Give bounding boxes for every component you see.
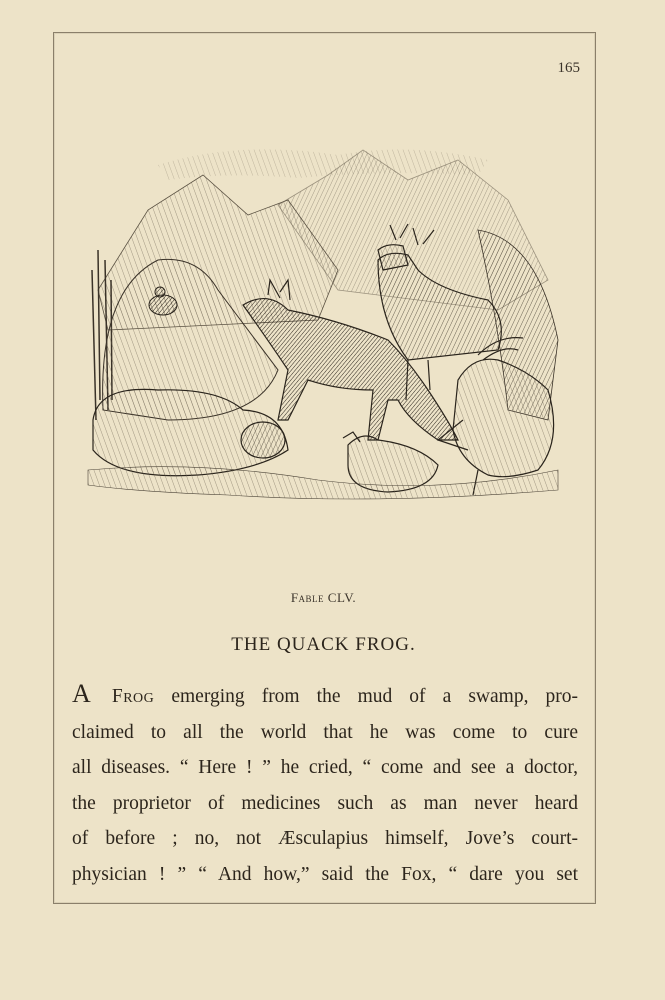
body-line-6: physician ! ” “ And how,” said the Fox, “ dare you set [72,863,578,885]
fable-body [72,676,578,892]
fable-number: Fable CLV. [290,590,357,605]
body-line-2: claimed to all the world that he was come to cure [72,721,578,743]
body-line-1 [72,676,578,715]
engraving-illustration [78,120,568,510]
body-line-5: of before ; no, not Æsculapius himself, Jove’s court- [72,828,578,849]
fable-title: THE QUACK FROG. [231,634,416,655]
page-number: 165 [557,60,580,76]
drop-cap: A [72,679,91,708]
lamb-figure [343,432,438,492]
first-word: Frog [111,686,155,707]
body-line-4: the proprietor of medicines such as man never heard [72,792,578,814]
body-line-1-text: emerging from the mud of a swamp, pro- [171,686,579,707]
body-line-3: all diseases. “ Here ! ” he cried, “ come and see a doctor, [72,757,578,778]
sheep-figure [93,389,288,475]
